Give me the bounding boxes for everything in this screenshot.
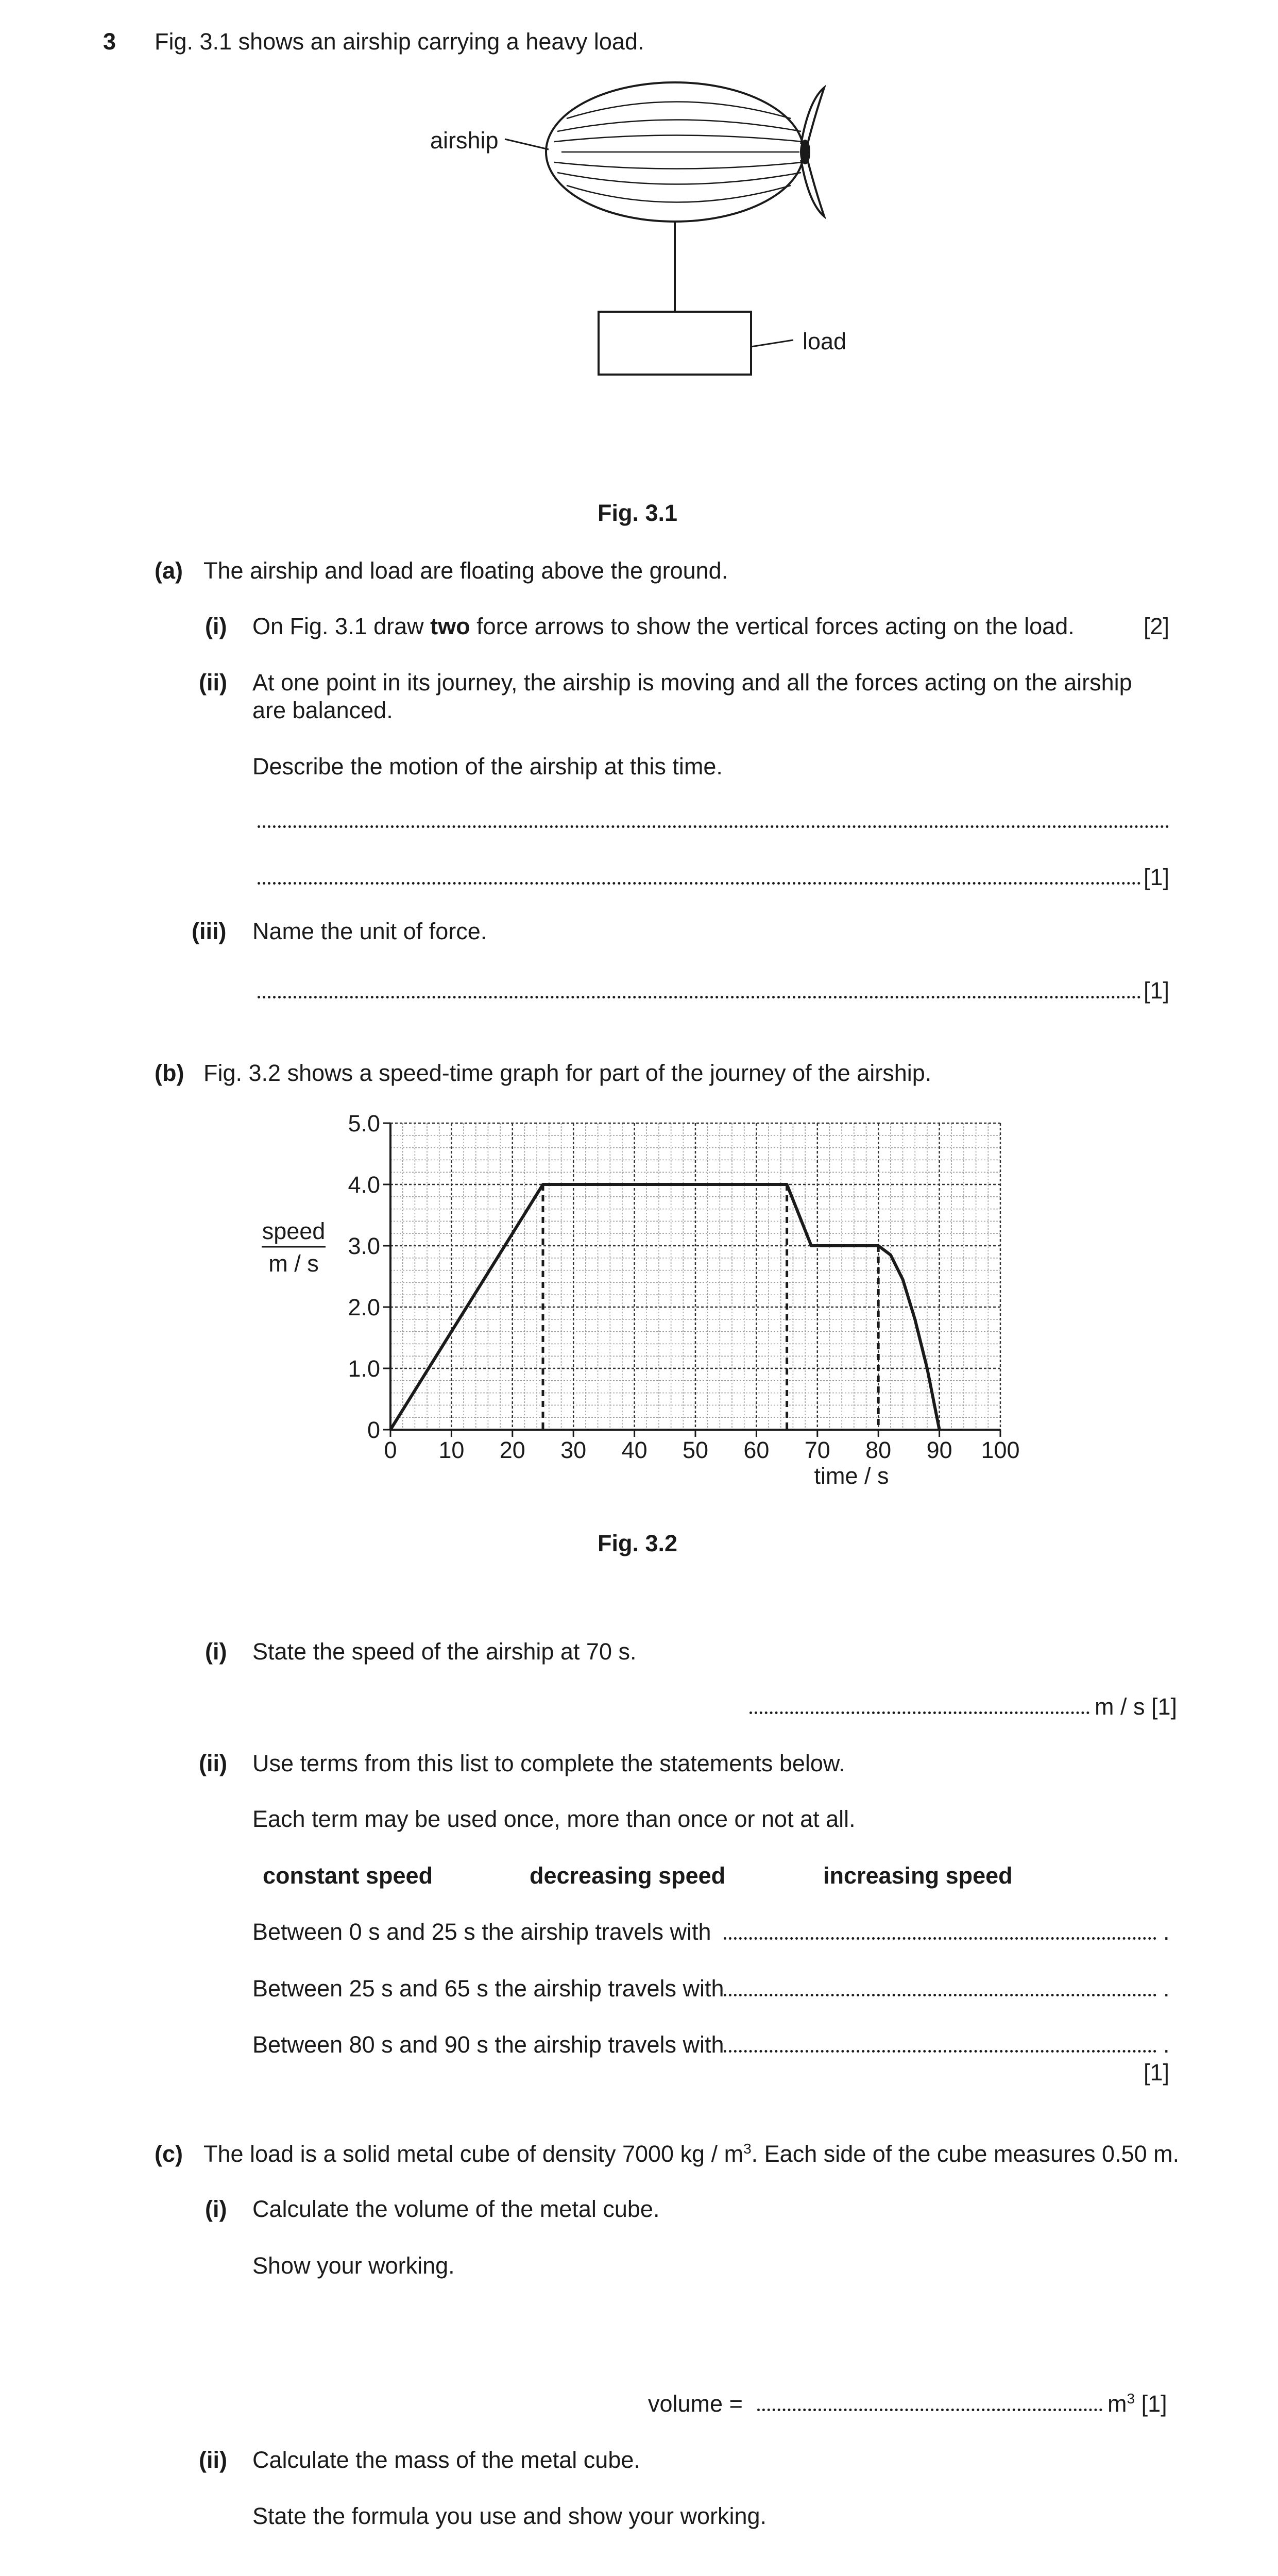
part-b-label: (b) — [155, 1060, 184, 1086]
x-tick-label: 10 — [438, 1437, 465, 1463]
part-b-ii-text: Use terms from this list to complete the statements below. — [252, 1750, 845, 1776]
y-tick-label: 4.0 — [348, 1172, 380, 1198]
y-tick-label: 1.0 — [348, 1355, 380, 1382]
y-tick-label: 5.0 — [348, 1110, 380, 1137]
part-c-label: (c) — [155, 2141, 183, 2167]
x-tick-label: 50 — [682, 1437, 709, 1463]
load-box — [599, 312, 751, 375]
statement-2: Between 25 s and 65 s the airship travels with — [252, 1975, 724, 2002]
question-intro: Fig. 3.1 shows an airship carrying a heavy load. — [155, 28, 644, 55]
y-tick-label: 0 — [367, 1417, 380, 1443]
speed-time-graph — [247, 1108, 1051, 1499]
x-tick-label: 0 — [384, 1437, 397, 1463]
part-b-ii-note: Each term may be used once, more than once or not at all. — [252, 1806, 856, 1832]
statement-2-period: . — [1163, 1975, 1170, 2002]
answer-line-a-ii-1[interactable] — [258, 825, 1169, 828]
y-tick-label: 3.0 — [348, 1233, 380, 1259]
part-b-stem: Fig. 3.2 shows a speed-time graph for part of the journey of the airship. — [203, 1060, 932, 1086]
load-leader — [751, 340, 793, 347]
part-a-ii-line1: At one point in its journey, the airship is moving and all the forces acting on the airship — [252, 669, 1132, 696]
answer-line-a-iii[interactable] — [258, 996, 1141, 998]
part-c-i-label: (i) — [205, 2196, 227, 2222]
answer-line-volume[interactable] — [757, 2409, 1102, 2411]
part-a-ii-line2: are balanced. — [252, 697, 393, 723]
fig32-caption: Fig. 3.2 — [598, 1530, 678, 1556]
part-c-i-working: Show your working. — [252, 2252, 455, 2279]
term-decreasing-speed: decreasing speed — [530, 1862, 726, 1889]
part-a-i-text: On Fig. 3.1 draw two force arrows to show the vertical forces acting on the load. — [252, 613, 1075, 639]
part-a-i-label: (i) — [205, 613, 227, 639]
airship-label: airship — [430, 127, 499, 154]
statement-3-period: . — [1163, 2031, 1170, 2058]
statement-1: Between 0 s and 25 s the airship travels with — [252, 1919, 711, 1945]
y-axis-label-top: speed — [262, 1218, 326, 1244]
term-increasing-speed: increasing speed — [823, 1862, 1013, 1889]
x-tick-label: 100 — [981, 1437, 1020, 1463]
statement-3: Between 80 s and 90 s the airship travels with — [252, 2031, 724, 2058]
part-a-label: (a) — [155, 557, 183, 584]
part-c-ii-label: (ii) — [199, 2447, 227, 2473]
y-tick-label: 2.0 — [348, 1294, 380, 1320]
answer-line-a-ii-2[interactable] — [258, 882, 1141, 885]
part-b-i-unit-marks: m / s [1] — [1095, 1693, 1178, 1720]
part-c-stem: The load is a solid metal cube of density 7000 kg / $m^3$. Each side of the cube measures 0.50 m. — [203, 2141, 1180, 2167]
part-a-iii-marks: [1] — [1144, 977, 1170, 1004]
x-tick-label: 30 — [560, 1437, 587, 1463]
airship-leader — [505, 139, 549, 149]
part-a-ii-label: (ii) — [199, 669, 227, 696]
answer-line-b-ii-3[interactable] — [724, 2050, 1156, 2053]
answer-line-b-i[interactable] — [749, 1711, 1089, 1714]
part-a-iii-text: Name the unit of force. — [252, 918, 487, 944]
x-tick-label: 20 — [499, 1437, 525, 1463]
volume-unit-marks: $m^3$ [1] — [1107, 2391, 1167, 2417]
part-a-i-marks: [2] — [1144, 613, 1170, 639]
x-axis-label: time / s — [814, 1463, 889, 1489]
answer-line-b-ii-1[interactable] — [724, 1937, 1156, 1940]
part-b-ii-label: (ii) — [199, 1750, 227, 1776]
part-a-ii-marks: [1] — [1144, 864, 1170, 890]
term-constant-speed: constant speed — [263, 1862, 433, 1889]
fig31-caption: Fig. 3.1 — [598, 500, 678, 526]
part-c-i-text: Calculate the volume of the metal cube. — [252, 2196, 660, 2222]
part-c-ii-text: Calculate the mass of the metal cube. — [252, 2447, 640, 2473]
answer-line-b-ii-2[interactable] — [724, 1994, 1156, 1996]
part-b-i-text: State the speed of the airship at 70 s. — [252, 1638, 637, 1665]
x-tick-label: 40 — [621, 1437, 647, 1463]
y-axis-label-bottom: m / s — [268, 1250, 319, 1277]
part-a-ii-prompt: Describe the motion of the airship at this time. — [252, 753, 723, 779]
x-tick-label: 60 — [743, 1437, 770, 1463]
x-tick-label: 90 — [926, 1437, 952, 1463]
load-label: load — [803, 328, 847, 354]
part-b-i-label: (i) — [205, 1638, 227, 1665]
question-number: 3 — [103, 28, 116, 55]
x-tick-label: 80 — [865, 1437, 892, 1463]
part-b-ii-marks: [1] — [1144, 2059, 1170, 2086]
statement-1-period: . — [1163, 1919, 1170, 1945]
part-a-stem: The airship and load are floating above the ground. — [203, 557, 728, 584]
part-c-ii-prompt: State the formula you use and show your working. — [252, 2503, 767, 2529]
part-a-iii-label: (iii) — [192, 918, 227, 944]
x-tick-label: 70 — [804, 1437, 830, 1463]
volume-label: volume = — [648, 2391, 743, 2417]
